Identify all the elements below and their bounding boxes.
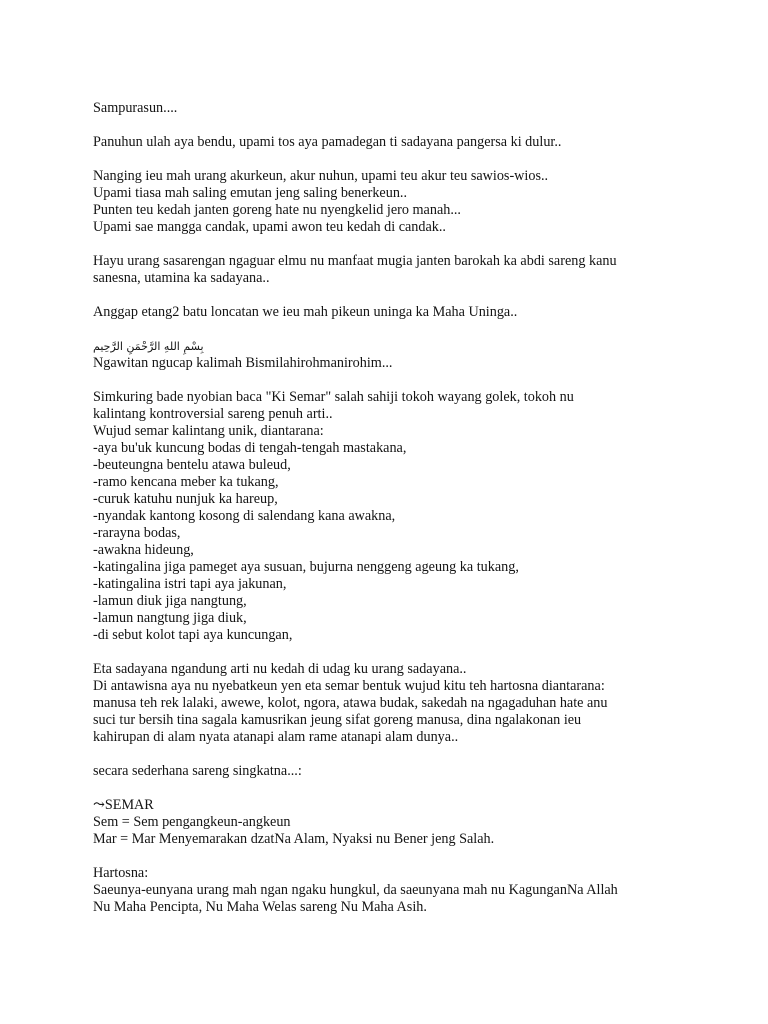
trait-item: -katingalina jiga pameget aya susuan, bujurna nenggeng ageung ka tukang, [93, 559, 519, 575]
trait-item: -di sebut kolot tapi aya kuncungan, [93, 627, 293, 643]
stanza-line: Punten teu kedah janten goreng hate nu nyengkelid jero manah... [93, 202, 461, 218]
stanza-line: Upami tiasa mah saling emutan jeng saling benerkeun.. [93, 185, 408, 201]
trait-item: -nyandak kantong kosong di salendang kana awakna, [93, 508, 396, 524]
trait-item: -rarayna bodas, [93, 525, 181, 541]
basmalah-note: Ngawitan ngucap kalimah Bismilahirohmanirohim... [93, 355, 393, 371]
basmalah-paragraph [93, 338, 733, 372]
stanza-line: Nanging ieu mah urang akurkeun, akur nuhun, upami teu akur teu sawios-wios.. [93, 168, 549, 184]
trait-item: -lamun diuk jiga nangtung, [93, 593, 247, 609]
semar-paragraph [93, 797, 733, 848]
meaning-line: suci tur bersih tina sagala kamusrikan jeung sifat goreng manusa, dina ngalakonan ieu [93, 712, 582, 728]
trait-item: -katingalina istri tapi aya jakunan, [93, 576, 287, 592]
invite-paragraph [93, 253, 733, 287]
meaning-line: kahirupan di alam nyata atanapi alam rame atanapi alam dunya.. [93, 729, 459, 745]
intro-line: Wujud semar kalintang unik, diantarana: [93, 423, 324, 439]
stanza-line: Upami sae mangga candak, upami awon teu kedah di candak.. [93, 219, 446, 235]
intro-line: Simkuring bade nyobian baca "Ki Semar" salah sahiji tokoh wayang golek, tokoh nu [93, 389, 574, 405]
trait-item: -curuk katuhu nunjuk ka hareup, [93, 491, 278, 507]
semar-heading: ⤳SEMAR [93, 797, 154, 813]
invite-line: sanesna, utamina ka sadayana.. [93, 270, 270, 286]
meaning-line: Di antawisna aya nu nyebatkeun yen eta semar bentuk wujud kitu teh hartosna diantarana: [93, 678, 605, 694]
invite-line: Hayu urang sasarengan ngaguar elmu nu manfaat mugia janten barokah ka abdi sareng kanu [93, 253, 617, 269]
intro-line: kalintang kontroversial sareng penuh arti.. [93, 406, 333, 422]
simple-line: secara sederhana sareng singkatna...: [93, 763, 302, 779]
hartosna-heading: Hartosna: [93, 865, 149, 881]
meaning-line: manusa teh rek lalaki, awewe, kolot, ngora, atawa budak, sakedah na ngagaduhan hate anu [93, 695, 608, 711]
stanza-paragraph [93, 168, 733, 236]
hartosna-line: Nu Maha Pencipta, Nu Maha Welas sareng Nu Maha Asih. [93, 899, 427, 915]
greeting-paragraph [93, 100, 733, 117]
hartosna-paragraph [93, 865, 733, 916]
simple-paragraph [93, 763, 733, 780]
hartosna-line: Saeunya-eunyana urang mah ngan ngaku hungkul, da saeunyana mah nu KagunganNa Allah [93, 882, 618, 898]
trait-item: -awakna hideung, [93, 542, 194, 558]
anggap-line: Anggap etang2 batu loncatan we ieu mah pikeun uninga ka Maha Uninga.. [93, 304, 518, 320]
meaning-paragraph [93, 661, 733, 746]
trait-item: -beuteungna bentelu atawa buleud, [93, 457, 291, 473]
trait-item: -ramo kencana meber ka tukang, [93, 474, 279, 490]
intro-paragraph [93, 389, 733, 644]
trait-item: -aya bu'uk kuncung bodas di tengah-tengah mastakana, [93, 440, 407, 456]
trait-item: -lamun nangtung jiga diuk, [93, 610, 247, 626]
apology-paragraph [93, 134, 733, 151]
semar-definition: Sem = Sem pengangkeun-angkeun [93, 814, 291, 830]
meaning-line: Eta sadayana ngandung arti nu kedah di udag ku urang sadayana.. [93, 661, 467, 677]
greeting-line: Sampurasun.... [93, 100, 178, 116]
apology-line: Panuhun ulah aya bendu, upami tos aya pamadegan ti sadayana pangersa ki dulur.. [93, 134, 562, 150]
document-page [93, 100, 733, 933]
anggap-paragraph [93, 304, 733, 321]
basmalah-arabic: بِسْمِ اللهِ الرَّحْمَنِ الرَّحِيم [93, 340, 204, 353]
semar-definition: Mar = Mar Menyemarakan dzatNa Alam, Nyaksi nu Bener jeng Salah. [93, 831, 495, 847]
